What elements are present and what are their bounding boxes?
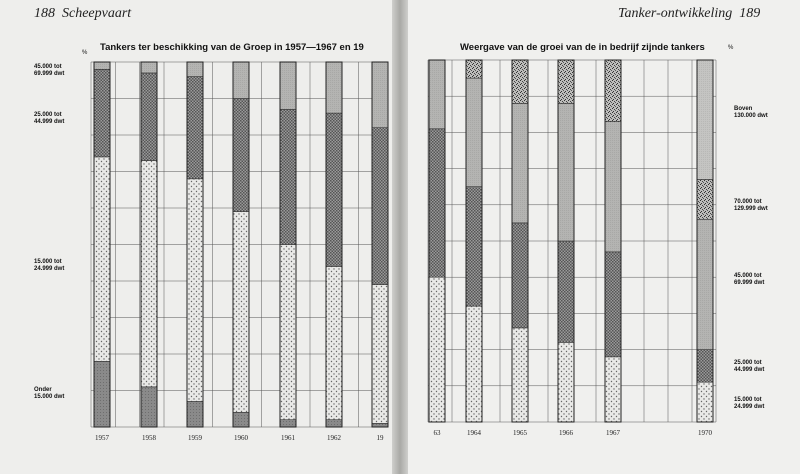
bar-segment-63-45-000-tot-69-999-dwt xyxy=(429,60,445,129)
bar-segment-1966-45-000-tot-69-999-dwt xyxy=(558,103,574,241)
legend-label-25000-44999: 25.000 tot 44.999 dwt xyxy=(734,360,765,373)
bar-segment-1957-15-000-tot-24-999-dwt xyxy=(94,157,110,361)
bar-segment-1957-25-000-tot-44-999-dwt xyxy=(94,69,110,157)
bar-segment-19-45-000-tot-69-999-dwt xyxy=(372,62,388,128)
x-tick-label: 1958 xyxy=(142,434,156,442)
bar-segment-1962-15-000-tot-24-999-dwt xyxy=(326,266,342,419)
legend-label-45000-69999: 45.000 tot 69.999 dwt xyxy=(734,273,765,286)
legend-label-15000-24999: 15.000 tot 24.999 dwt xyxy=(34,259,65,272)
bar-segment-63-25-000-tot-44-999-dwt xyxy=(429,129,445,277)
legend-label-45000-69999: 45.000 tot 69.999 dwt xyxy=(34,64,65,77)
x-tick-label: 1959 xyxy=(188,434,202,442)
bar-segment-1970-25-000-tot-44-999-dwt xyxy=(697,350,713,383)
running-title: Scheepvaart xyxy=(62,6,132,21)
right-chart-title: Weergave van de groei van de in bedrijf zijnde tankers xyxy=(460,42,705,53)
bar-segment-19-25-000-tot-44-999-dwt xyxy=(372,128,388,285)
legend-label-onder-15000: Onder 15.000 dwt xyxy=(34,387,65,400)
bar-segment-1961-15-000-tot-24-999-dwt xyxy=(280,245,296,420)
legend-label-boven-130000: Boven 130.000 dwt xyxy=(734,106,768,119)
bar-segment-1964-45-000-tot-69-999-dwt xyxy=(466,78,482,187)
bar-segment-1970-boven-130-000-dwt xyxy=(697,60,713,179)
bar-segment-1964-25-000-tot-44-999-dwt xyxy=(466,187,482,306)
bar-segment-1959-onder-15-000-dwt xyxy=(187,401,203,427)
bar-segment-1958-25-000-tot-44-999-dwt xyxy=(141,73,157,161)
bar-segment-1966-15-000-tot-24-999-dwt xyxy=(558,342,574,422)
x-tick-label: 1961 xyxy=(281,434,295,442)
bar-segment-1966-25-000-tot-44-999-dwt xyxy=(558,241,574,342)
bar-segment-1959-45-000-tot-69-999-dwt xyxy=(187,62,203,77)
bar-segment-1967-70-000-tot-129-999-dwt xyxy=(605,60,621,122)
right-chart-x-labels xyxy=(434,429,713,437)
x-tick-label: 1962 xyxy=(327,434,341,442)
page-number: 189 xyxy=(739,6,761,21)
x-tick-label: 1964 xyxy=(467,429,481,437)
bar-segment-1959-25-000-tot-44-999-dwt xyxy=(187,77,203,179)
bar-segment-1961-45-000-tot-69-999-dwt xyxy=(280,62,296,109)
bar-segment-1959-15-000-tot-24-999-dwt xyxy=(187,179,203,402)
bar-segment-1958-45-000-tot-69-999-dwt xyxy=(141,62,157,73)
bar-segment-1964-15-000-tot-24-999-dwt xyxy=(466,306,482,422)
percent-sign: % xyxy=(728,45,734,51)
bar-segment-1961-onder-15-000-dwt xyxy=(280,420,296,427)
left-chart-x-labels xyxy=(95,434,384,442)
bar-segment-1957-45-000-tot-69-999-dwt xyxy=(94,62,110,69)
left-chart-title: Tankers ter beschikking van de Groep in 1957—1967 en 19 xyxy=(100,42,364,53)
bar-segment-1962-45-000-tot-69-999-dwt xyxy=(326,62,342,113)
legend-label-25000-44999: 25.000 tot 44.999 dwt xyxy=(34,112,65,125)
bar-segment-1970-70-000-tot-129-999-dwt xyxy=(697,179,713,219)
running-title: Tanker-ontwikkeling xyxy=(618,6,733,21)
bar-segment-1965-45-000-tot-69-999-dwt xyxy=(512,103,528,222)
bar-segment-1967-25-000-tot-44-999-dwt xyxy=(605,252,621,357)
legend-label-15000-24999: 15.000 tot 24.999 dwt xyxy=(734,397,765,410)
page-number: 188 xyxy=(34,6,55,21)
bar-segment-1962-25-000-tot-44-999-dwt xyxy=(326,113,342,266)
bar-segment-1960-25-000-tot-44-999-dwt xyxy=(233,99,249,212)
percent-sign: % xyxy=(82,50,88,56)
bar-segment-1960-45-000-tot-69-999-dwt xyxy=(233,62,249,99)
bar-segment-1960-15-000-tot-24-999-dwt xyxy=(233,212,249,413)
bar-segment-1965-25-000-tot-44-999-dwt xyxy=(512,223,528,328)
bar-segment-1964-70-000-tot-129-999-dwt xyxy=(466,60,482,78)
x-tick-label: 1966 xyxy=(559,429,573,437)
bar-segment-1967-45-000-tot-69-999-dwt xyxy=(605,122,621,252)
bar-segment-1958-15-000-tot-24-999-dwt xyxy=(141,161,157,387)
bar-segment-1966-70-000-tot-129-999-dwt xyxy=(558,60,574,103)
bar-segment-1961-25-000-tot-44-999-dwt xyxy=(280,109,296,244)
bar-segment-1965-70-000-tot-129-999-dwt xyxy=(512,60,528,103)
bar-segment-1965-15-000-tot-24-999-dwt xyxy=(512,328,528,422)
bar-segment-1970-15-000-tot-24-999-dwt xyxy=(697,382,713,422)
x-tick-label: 1967 xyxy=(606,429,620,437)
bar-segment-1962-onder-15-000-dwt xyxy=(326,420,342,427)
x-tick-label: 63 xyxy=(433,429,441,437)
bar-segment-1970-45-000-tot-69-999-dwt xyxy=(697,219,713,349)
bar-segment-1967-15-000-tot-24-999-dwt xyxy=(605,357,621,422)
bar-segment-63-15-000-tot-24-999-dwt xyxy=(429,277,445,422)
legend-label-70000-129999: 70.000 tot 129.999 dwt xyxy=(734,199,768,212)
x-tick-label: 1970 xyxy=(698,429,712,437)
bar-segment-19-15-000-tot-24-999-dwt xyxy=(372,285,388,424)
x-tick-label: 1957 xyxy=(95,434,109,442)
x-tick-label: 1960 xyxy=(234,434,248,442)
bar-segment-19-onder-15-000-dwt xyxy=(372,423,388,427)
bar-segment-1960-onder-15-000-dwt xyxy=(233,412,249,427)
bar-segment-1958-onder-15-000-dwt xyxy=(141,387,157,427)
x-tick-label: 1965 xyxy=(513,429,527,437)
x-tick-label: 19 xyxy=(376,434,384,442)
bar-segment-1957-onder-15-000-dwt xyxy=(94,361,110,427)
